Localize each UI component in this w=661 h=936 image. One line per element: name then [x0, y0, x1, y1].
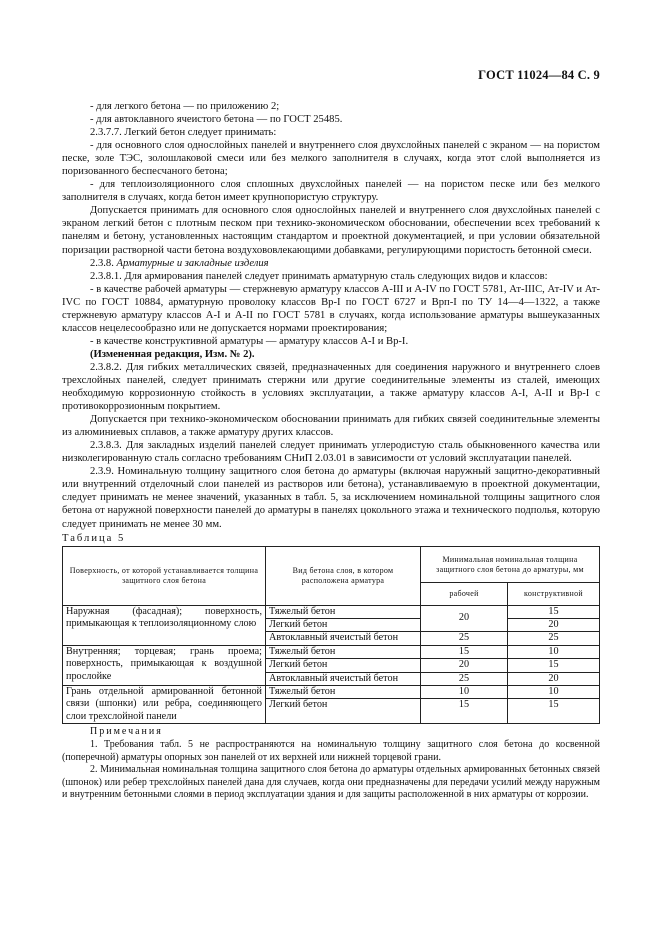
structural-cell: 20	[508, 672, 600, 685]
working-cell: 25	[421, 672, 508, 685]
paragraph: 2.3.8.1. Для армирования панелей следует принимать арматурную сталь следующих видов и классов:	[90, 270, 548, 282]
paragraph: - в качестве рабочей арматуры — стержневую арматуру классов А-III и А-IV по ГОСТ 5781, Ат-IIIС, Ат-IV и Ат-IVС по ГОСТ 10884, арматурную проволоку классов Вр-I по ГОСТ 6727 и Врп-I по ТУ 14—4—1322, а также стержневую арматуру классов А-I и А-II по ГОСТ 5781 в случаях, когда использование арматуры вышеуказанных классов нецелесообразно или не допускается нормами проектирования;	[62, 283, 600, 334]
working-cell: 20	[421, 605, 508, 632]
paragraph: - для автоклавного ячеистого бетона — по ГОСТ 25485.	[90, 114, 343, 126]
paragraph: - для легкого бетона — по приложению 2;	[90, 101, 280, 112]
amendment-note: (Измененная редакция, Изм. № 2).	[90, 348, 255, 360]
table-header-row	[63, 546, 600, 583]
concrete-cell: Легкий бетон	[266, 619, 421, 632]
header-working: рабочей	[421, 583, 508, 605]
working-cell: 15	[421, 645, 508, 658]
paragraph: 2.3.7.7. Легкий бетон следует принимать:	[90, 127, 277, 139]
table-row	[63, 645, 600, 658]
section-title: Арматурные и закладные изделия	[116, 257, 269, 269]
paragraph: 2.3.8.2. Для гибких металлических связей, предназначенных для соединения наружного и внутреннего слоев трехслойных панелей, следует принимать стержни или другие соединительные элементы из сталей, имеющих необходимую коррозионную стойкость в условиях эксплуатации, а также арматуру классов А-I, А-II и Вр-I с противокоррозионным покрытием.	[62, 361, 600, 413]
table-row	[63, 605, 600, 618]
page-header: ГОСТ 11024—84 С. 9	[478, 68, 600, 82]
surface-cell: Грань отдельной армированной бетонной связи (шпонки) или ребра, соединяющего слои трехслойной панели	[63, 686, 266, 724]
working-cell: 20	[421, 659, 508, 672]
document-body	[62, 100, 600, 802]
note-item: 1. Требования табл. 5 не распространяются на номинальную толщину защитного слоя бетона до косвенной (поперечной) арматуры опорных зон панелей от их верхней или нижней торцевой грани.	[62, 739, 600, 763]
structural-cell: 20	[508, 619, 600, 632]
working-cell: 10	[421, 686, 508, 699]
working-cell: 25	[421, 632, 508, 645]
paragraph: - в качестве конструктивной арматуры — арматуру классов А-I и Вр-I.	[90, 335, 409, 347]
structural-cell: 10	[508, 686, 600, 699]
structural-cell: 10	[508, 645, 600, 658]
table-caption: Таблица 5	[62, 532, 126, 544]
concrete-cell: Тяжелый бетон	[266, 605, 421, 618]
paragraph: 2.3.9. Номинальную толщину защитного слоя бетона до арматуры (включая наружный защитно-декоративный или внутренний отделочный слои панелей из растворов или бетона), устанавливаемую в проектной документации, следует принимать не менее значений, указанных в табл. 5, за исключением номинальной толщины защитного слоя бетона от наружной поверхности панелей до арматуры в панелях цокольного этажа и технического подполья, которую следует принимать не менее 30 мм.	[62, 466, 600, 530]
header-surface: Поверхность, от которой устанавливается толщина защитного слоя бетона	[63, 546, 266, 605]
note-item: 2. Минимальная номинальная толщина защитного слоя бетона до арматуры отдельных армированных бетонных связей (шпонок) или ребер трехслойных панелей дана для случаев, когда они предназначены для передачи усилий между наружным и внутренним бетонными слоями в период эксплуатации здания и для защиты расположенной в них арматуры от коррозии.	[62, 764, 600, 801]
notes-title: Примечания	[90, 726, 163, 738]
structural-cell: 15	[508, 659, 600, 672]
header-min-thickness: Минимальная номинальная толщина защитного слоя бетона до арматуры, мм	[421, 546, 600, 583]
concrete-cell: Тяжелый бетон	[266, 686, 421, 699]
paragraph: Допускается при технико-экономическом обосновании принимать для гибких связей соединительные элементы из алюминиевых сплавов, а также арматуру других классов.	[62, 414, 600, 439]
structural-cell: 15	[508, 699, 600, 724]
concrete-cell: Легкий бетон	[266, 659, 421, 672]
paragraph: Допускается принимать для основного слоя однослойных панелей и внутреннего слоя двухслойных панелей с экраном легкий бетон с плотным песком при технико-экономическом обосновании, обеспечении всех требований к панелям и бетону, установленных настоящим стандартом и проектной документацией, и при условии обязательной поризации растворной части бетона воздухововлекающими добавками, регулирующими пористость бетонной смеси.	[62, 205, 600, 256]
header-structural: конструктивной	[508, 583, 600, 605]
table-row	[63, 686, 600, 699]
surface-cell: Наружная (фасадная); поверхность, примыкающая к теплоизоляционному слою	[63, 605, 266, 645]
concrete-cell: Автоклавный ячеистый бетон	[266, 632, 421, 645]
paragraph: - для основного слоя однослойных панелей и внутреннего слоя двухслойных панелей с экраном — на пористом песке, золе ТЭС, золошлаковой смеси или без мелкого заполнителя в случаях, когда этот слой выполняется из поризованного беспесчаного бетона;	[62, 140, 600, 178]
concrete-cell: Тяжелый бетон	[266, 645, 421, 658]
concrete-cell: Автоклавный ячеистый бетон	[266, 672, 421, 685]
paragraph: - для теплоизоляционного слоя сплошных двухслойных панелей — на пористом песке или без мелкого заполнителя в случаях, когда бетон имеет крупнопористую структуру.	[62, 179, 600, 204]
surface-cell: Внутренняя; торцевая; грань проема; поверхность, примыкающая к воздушной прослойке	[63, 645, 266, 685]
paragraph: 2.3.8.3. Для закладных изделий панелей следует принимать углеродистую сталь обыкновенного качества или низколегированную сталь согласно требованиям СНиП 2.03.01 в зависимости от условий эксплуатации панелей.	[62, 440, 600, 465]
section-number: 2.3.8.	[90, 257, 114, 269]
header-concrete: Вид бетона слоя, в котором расположена арматура	[266, 546, 421, 605]
notes-section	[62, 726, 600, 802]
concrete-cell: Легкий бетон	[266, 699, 421, 724]
structural-cell: 25	[508, 632, 600, 645]
working-cell: 15	[421, 699, 508, 724]
section-heading	[62, 257, 600, 270]
structural-cell: 15	[508, 605, 600, 618]
table-5	[62, 546, 600, 725]
